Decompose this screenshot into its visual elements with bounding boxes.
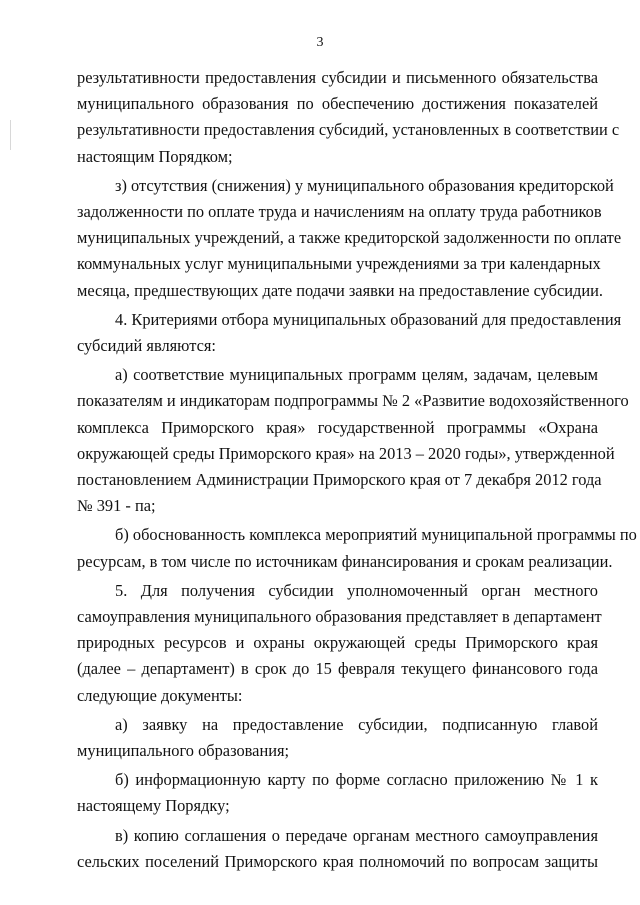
text-line: настоящему Порядку; [77, 796, 230, 816]
text-line: субсидий являются: [77, 336, 216, 356]
text-line: следующие документы: [77, 685, 243, 705]
document-body [77, 65, 637, 878]
paragraph-p2 [77, 173, 622, 304]
text-line: комплекса Приморского края» государственной программы «Охрана [77, 417, 598, 437]
text-line: муниципального образования; [77, 741, 290, 761]
text-line: показателям и индикаторам подпрограммы № 2 «Развитие водохозяйственного [77, 391, 629, 411]
text-line: б) обоснованность комплекса мероприятий муниципальной программы по [115, 525, 637, 545]
text-line: задолженности по оплате труда и начислениям на оплату труда работников [77, 202, 602, 222]
page-number: 3 [316, 35, 324, 50]
text-line: муниципального образования по обеспечению достижения показателей [77, 94, 598, 114]
text-line: природных ресурсов и охраны окружающей среды Приморского края [77, 633, 598, 653]
text-line: результативности предоставления субсидии и письменного обязательства [77, 68, 598, 87]
text-line: настоящим Порядком; [77, 146, 233, 166]
text-line: самоуправления муниципального образования представляет в департамент [77, 607, 602, 627]
text-line: 5. Для получения субсидии уполномоченный орган местного [115, 580, 598, 600]
paragraph-p5 [77, 522, 637, 574]
text-line: 4. Критериями отбора муниципальных образований для предоставления [115, 309, 622, 329]
text-line: № 391 - па; [77, 496, 156, 516]
paragraph-p1 [77, 65, 620, 170]
paragraph-p3 [77, 307, 622, 359]
text-line: коммунальных услуг муниципальными учреждениями за три календарных [77, 254, 601, 274]
text-line: (далее – департамент) в срок до 15 февраля текущего финансового года [77, 659, 598, 679]
paragraph-p9 [77, 823, 598, 875]
paragraph-p6 [77, 578, 602, 709]
text-line: в) копию соглашения о передаче органам местного самоуправления [115, 825, 598, 845]
text-line: постановлением Администрации Приморского края от 7 декабря 2012 года [77, 470, 602, 490]
text-line: окружающей среды Приморского края» на 2013 – 2020 годы», утвержденной [77, 443, 615, 463]
text-line: б) информационную карту по форме согласно приложению № 1 к [115, 770, 598, 790]
paragraph-p8 [77, 767, 598, 819]
paragraph-p4 [77, 362, 629, 519]
text-line: муниципальных учреждений, а также кредиторской задолженности по оплате [77, 228, 622, 248]
text-line: результативности предоставления субсидий, установленных в соответствии с [77, 120, 620, 140]
text-line: а) заявку на предоставление субсидии, подписанную главой [115, 714, 598, 734]
text-line: а) соответствие муниципальных программ целям, задачам, целевым [115, 365, 598, 385]
text-line: сельских поселений Приморского края полномочий по вопросам защиты [77, 851, 598, 871]
text-line: ресурсам, в том числе по источникам финансирования и срокам реализации. [77, 551, 613, 571]
text-line: месяца, предшествующих дате подачи заявки на предоставление субсидии. [77, 280, 603, 300]
paragraph-p7 [77, 712, 598, 764]
scan-margin-mark [10, 120, 11, 150]
text-line: з) отсутствия (снижения) у муниципального образования кредиторской [115, 175, 614, 195]
